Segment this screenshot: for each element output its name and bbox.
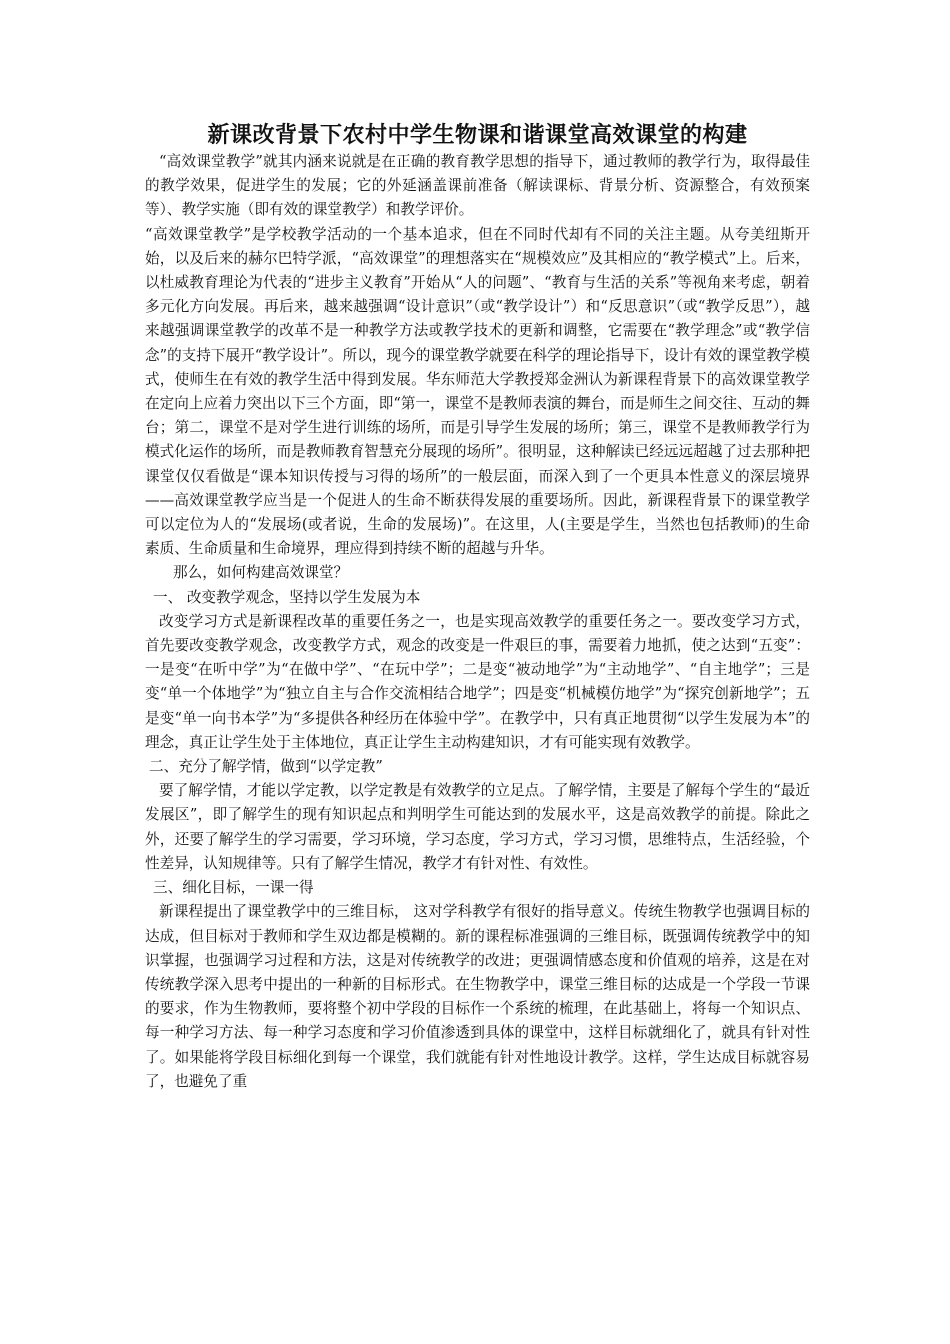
paragraph-section-2: 要了解学情，才能以学定教，以学定教是有效教学的立足点。了解学情，主要是了解每个学生的“最近发展区”，即了解学生的现有知识起点和判明学生可能达到的发展水平，这是高效教学的前提。除此之外，还要了解学生的学习需要，学习环境，学习态度，学习方式，学习习惯，思维特点，生活经验，个性差异，认知规律等。只有了解学生情况，教学才有针对性、有效性。 [145,782,810,872]
paragraph-question: 那么，如何构建高效课堂？ [173,564,349,582]
section-heading-3: 三、细化目标，一课一得 [153,879,314,897]
paragraph-history: “高效课堂教学”是学校教学活动的一个基本追求，但在不同时代却有不同的关注主题。从夸美纽斯开始，以及后来的赫尔巴特学派，“高效课堂”的理想落实在“规模效应”及其相应的“教学模式”上。后来，以杜威教育理论为代表的“进步主义教育”开始从“人的问题”、“教育与生活的关系”等视角来考虑，朝着多元化方向发展。再后来，越来越强调“设计意识”（或“教学设计”）和“反思意识”（或“教学反思”），越来越强调课堂教学的改革不是一种教学方法或教学技术的更新和调整，它需要在“教学理念”或“教学信念”的支持下展开“教学设计”。所以，现今的课堂教学就要在科学的理论指导下，设计有效的课堂教学模式，使师生在有效的教学生活中得到发展。华东师范大学教授郑金洲认为新课程背景下的高效课堂教学在定向上应着力突出以下三个方面，即“第一，课堂不是教师表演的舞台，而是师生之间交往、互动的舞台；第二，课堂不是对学生进行训练的场所，而是引导学生发展的场所；第三，课堂不是教师教学行为模式化运作的场所，而是教师教育智慧充分展现的场所”。很明显，这种解读已经远远超越了过去那种把课堂仅仅看做是“课本知识传授与习得的场所”的一般层面，而深入到了一个更具本性意义的深层境界——高效课堂教学应当是一个促进人的生命不断获得发展的重要场所。因此，新课程背景下的课堂教学可以定位为人的“发展场(或者说，生命的发展场)”。在这里，人(主要是学生，当然也包括教师)的生命素质、生命质量和生命境界，理应得到持续不断的超越与升华。 [145,225,810,558]
paragraph-section-1: 改变学习方式是新课程改革的重要任务之一，也是实现高效教学的重要任务之一。要改变学习方式，首先要改变教学观念，改变教学方式，观念的改变是一件艰巨的事，需要着力地抓，使之达到“五变”：一是变“在听中学”为“在做中学”、“在玩中学”；二是变“被动地学”为“主动地学”、“自主地学”；三是变“单一个体地学”为“独立自主与合作交流相结合地学”；四是变“机械模仿地学”为“探究创新地学”；五是变“单一向书本学”为“多提供各种经历在体验中学”。在教学中，只有真正地贯彻“以学生发展为本”的理念，真正让学生处于主体地位，真正让学生主动构建知识，才有可能实现有效教学。 [145,612,810,751]
section-heading-1: 一、 改变教学观念，坚持以学生发展为本 [153,588,421,606]
paragraph-section-3: 新课程提出了课堂教学中的三维目标， 这对学科教学有很好的指导意义。传统生物教学也强调目标的达成，但目标对于教师和学生双边都是模糊的。新的课程标准强调的三维目标，既强调传统教学中的知识掌握，也强调学习过程和方法，这是对传统教学的改进；更强调情感态度和价值观的培养，这是在对传统教学深入思考中提出的一种新的目标形式。在生物教学中，课堂三维目标的达成是一个学段一节课的要求，作为生物教师，要将整个初中学段的目标作一个系统的梳理，在此基础上，将每一个知识点、每一种学习方法、每一种学习态度和学习价值渗透到具体的课堂中，这样目标就细化了，就具有针对性了。如果能将学段目标细化到每一个课堂，我们就能有针对性地设计教学。这样，学生达成目标就容易了，也避免了重 [145,903,810,1090]
document-page [145,120,810,1094]
section-heading-2: 二、充分了解学情，做到“以学定教” [149,758,383,776]
document-title: 新课改背景下农村中学生物课和谐课堂高效课堂的构建 [207,122,748,148]
paragraph-intro-definition: “高效课堂教学”就其内涵来说就是在正确的教育教学思想的指导下，通过教师的教学行为，取得最佳的教学效果，促进学生的发展；它的外延涵盖课前准备（解读课标、背景分析、资源整合，有效预案等）、教学实施（即有效的课堂教学）和教学评价。 [145,153,810,219]
